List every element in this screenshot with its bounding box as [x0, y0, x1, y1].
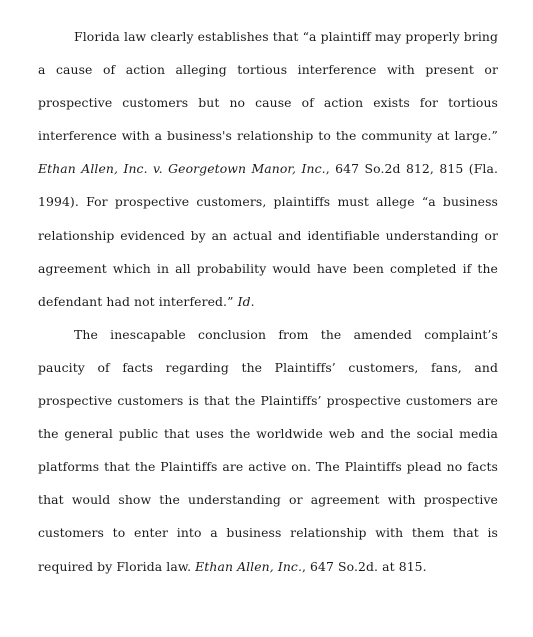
- case-citation: Ethan Allen, Inc.: [195, 558, 302, 574]
- text-segment: Florida law clearly establishes that “a plaintiff may properly bring a cause of action alleging tortious interference with present or prospective customers but no cause of action exists for tortious interference with a business's relationship to the community at large.”: [38, 29, 498, 144]
- text-segment: The inescapable conclusion from the amended complaint’s paucity of facts regarding the Plaintiffs’ customers, fans, and prospective customers is that the Plaintiffs’ prospective customers are the general public that uses the worldwide web and the social media platforms that the Plaintiffs are active on. The Plaintiffs plead no facts that would show the understanding or agreement with prospective customers to enter into a business relationship with them that is required by Florida law.: [38, 326, 498, 574]
- text-segment: .: [250, 293, 255, 309]
- case-citation: Ethan Allen, Inc. v. Georgetown Manor, Inc.: [38, 161, 326, 177]
- paragraph-1: [38, 20, 498, 318]
- paragraph-2: [38, 318, 498, 583]
- text-segment: , 647 So.2d. at 815.: [301, 558, 427, 574]
- id-citation: Id: [237, 293, 251, 309]
- document-page: [38, 20, 498, 583]
- text-segment: , 647 So.2d 812, 815 (Fla. 1994). For prospective customers, plaintiffs must allege “a business relationship evidenced by an actual and identifiable understanding or agreement which in all probability would have been completed if the defendant had not interfered.”: [38, 161, 498, 309]
